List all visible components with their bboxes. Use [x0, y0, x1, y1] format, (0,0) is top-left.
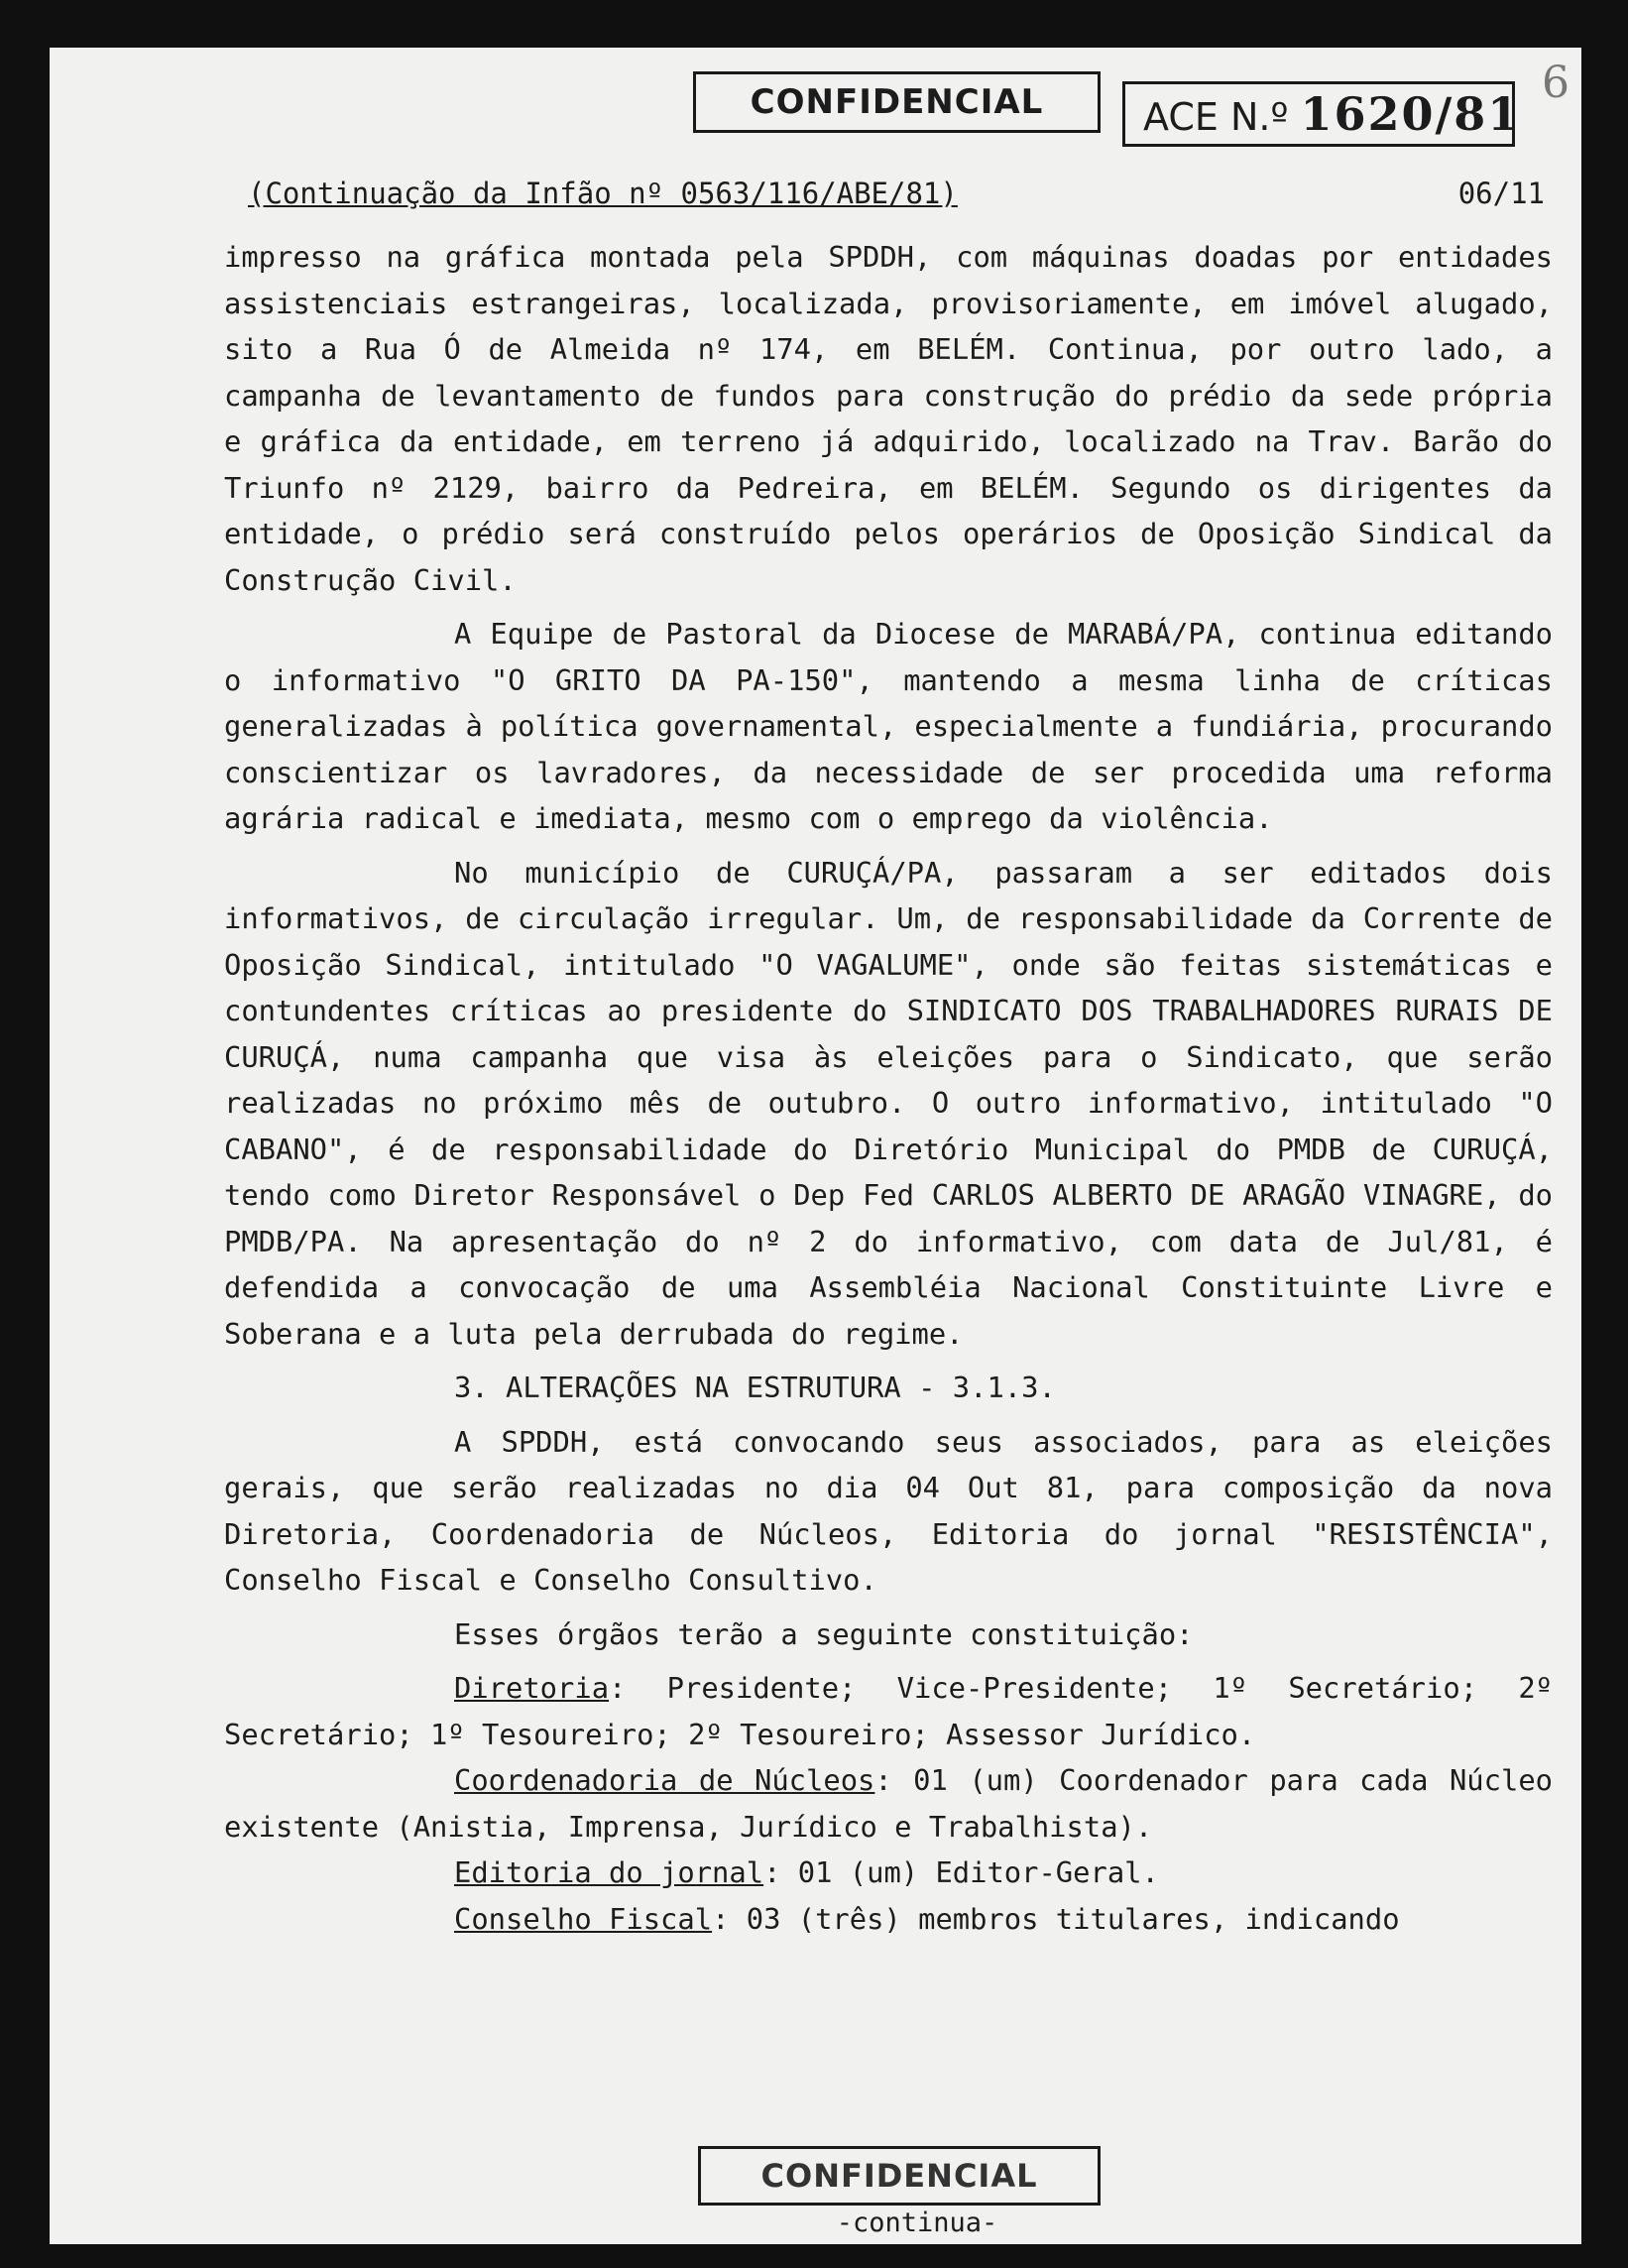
- ace-number: 1620/81: [1300, 87, 1522, 141]
- paragraph-4: A SPDDH, está convocando seus associados, para as eleições gerais, que serão realizadas no dia 04 Out 81, para composição da nova Diretoria, Coordenadoria de Núcleos, Editoria do jornal "RESISTÊNCIA", Conselho Fiscal e Conselho Consultivo.: [224, 1424, 1553, 1597]
- organ-label: Conselho Fiscal: [454, 1901, 713, 1936]
- organ-coordenadoria: [224, 1757, 1553, 1850]
- document-page: [50, 48, 1581, 2244]
- section-heading: 3. ALTERAÇÕES NA ESTRUTURA - 3.1.3.: [454, 1371, 1056, 1404]
- page-header: [248, 177, 1545, 226]
- organ-diretoria: [224, 1665, 1553, 1757]
- organ-text: : Presidente; Vice-Presidente; 1º Secretário; 2º Secretário; 1º Tesoureiro; 2º Tesoureiro; Assessor Jurídico.: [224, 1671, 1553, 1751]
- organ-label: Coordenadoria de Núcleos: [454, 1763, 875, 1797]
- organ-editoria: [224, 1850, 1553, 1896]
- page-number: 06/11: [1457, 177, 1545, 210]
- organ-label: Diretoria: [454, 1671, 610, 1705]
- paragraph-3: No município de CURUÇÁ/PA, passaram a ser editados dois informativos, de circulação irregular. Um, de responsabilidade da Corrente de Oposição Sindical, intitulado "O VAGALUME", onde são feitas sistemáticas e contundentes críticas ao presidente do SINDICATO DOS TRABALHADORES RURAIS DE CURUÇÁ, numa campanha que visa às eleições para o Sindicato, que serão realizadas no próximo mês de outubro. O outro informativo, intitulado "O CABANO", é de responsabilidade do Diretório Municipal do PMDB de CURUÇÁ, tendo como Diretor Responsável o Dep Fed CARLOS ALBERTO DE ARAGÃO VINAGRE, do PMDB/PA. Na apresentação do nº 2 do informativo, com data de Jul/81, é defendida a convocação de uma Assembléia Nacional Constituinte Livre e Soberana e a luta pela derrubada do regime.: [224, 855, 1553, 1351]
- handwritten-page-mark: 6: [1542, 58, 1570, 108]
- document-reference: (Continuação da Infão nº 0563/116/ABE/81): [248, 177, 958, 210]
- organ-text: : 01 (um) Coordenador para cada Núcleo existente (Anistia, Imprensa, Jurídico e Trabalhista).: [224, 1763, 1553, 1844]
- document-body: [224, 234, 1553, 1942]
- paragraph-1: impresso na gráfica montada pela SPDDH, com máquinas doadas por entidades assistenciais estrangeiras, localizada, provisoriamente, em imóvel alugado, sito a Rua Ó de Almeida nº 174, em BELÉM. Continua, por outro lado, a campanha de levantamento de fundos para construção do prédio da sede própria e gráfica da entidade, em terreno já adquirido, localizado na Trav. Barão do Triunfo nº 2129, bairro da Pedreira, em BELÉM. Segundo os dirigentes da entidade, o prédio será construído pelos operários de Oposição Sindical da Construção Civil.: [224, 240, 1553, 597]
- continua-marker: -continua-: [836, 2208, 998, 2238]
- confidential-stamp-bottom: CONFIDENCIAL: [698, 2146, 1101, 2206]
- organ-label: Editoria do jornal: [454, 1855, 764, 1889]
- ace-label: ACE N.º: [1143, 95, 1289, 139]
- paragraph-2: A Equipe de Pastoral da Diocese de MARABÁ/PA, continua editando o informativo "O GRITO DA PA-150", mantendo a mesma linha de críticas generalizadas à política governamental, especialmente a fundiária, procurando conscientizar os lavradores, da necessidade de ser procedida uma reforma agrária radical e imediata, mesmo com o emprego da violência.: [224, 617, 1553, 835]
- ace-number-stamp: [1122, 81, 1522, 147]
- organ-text: : 03 (três) membros titulares, indicando: [712, 1901, 1400, 1936]
- paragraph-5: Esses órgãos terão a seguinte constituição:: [454, 1616, 1194, 1651]
- confidential-stamp-top: CONFIDENCIAL: [693, 71, 1101, 133]
- organ-text: : 01 (um) Editor-Geral.: [763, 1855, 1159, 1889]
- organ-conselho-fiscal: [224, 1896, 1553, 1943]
